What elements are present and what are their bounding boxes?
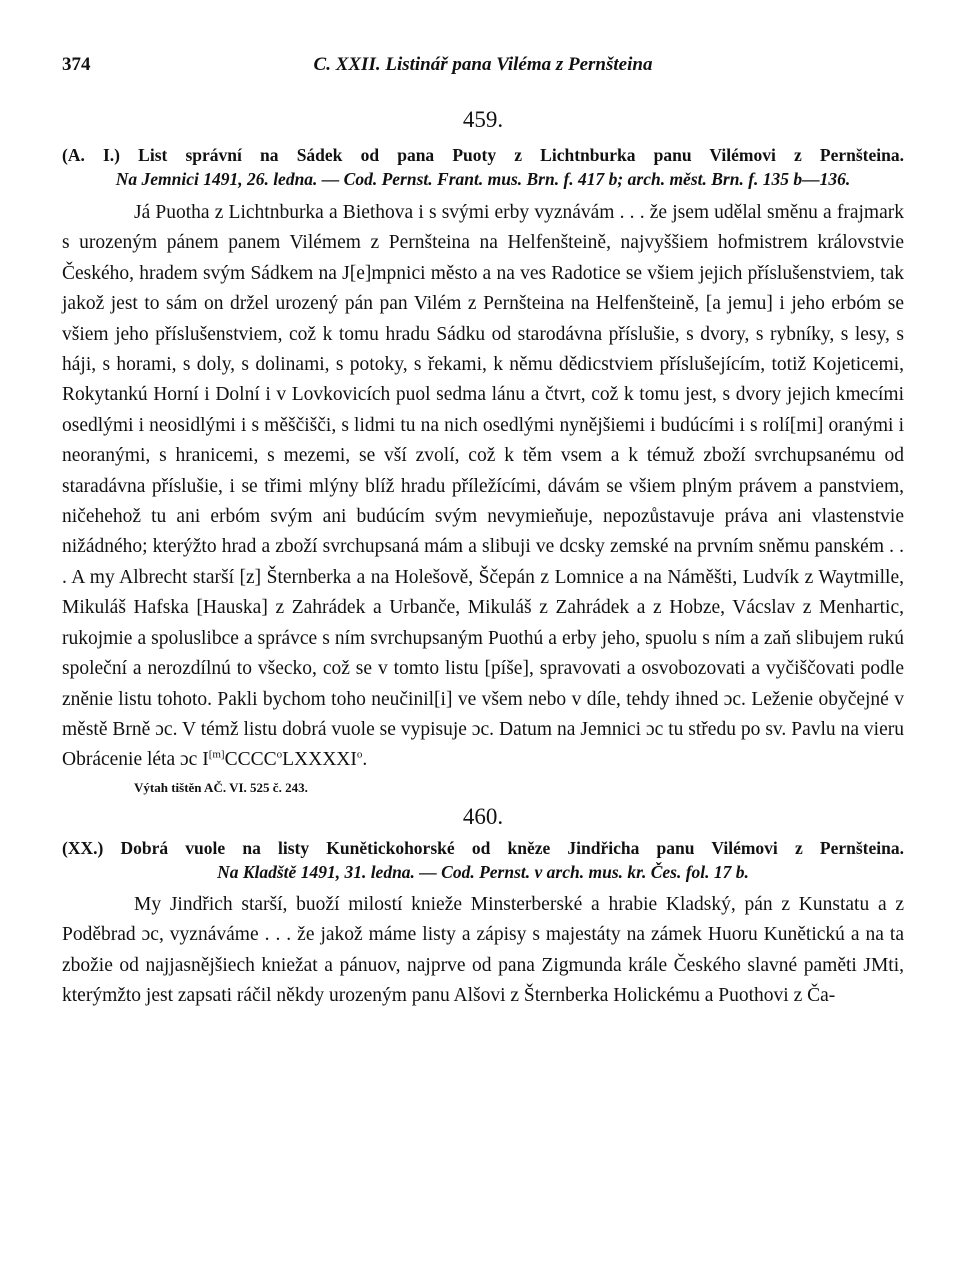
running-head: [62, 50, 904, 80]
running-title: C. XXII. Listinář pana Viléma z Pernšteina: [313, 54, 653, 75]
document-source: Na Jemnici 1491, 26. ledna. — Cod. Pernst. Frant. mus. Brn. f. 417 b; arch. měst. Brn. f. 135 b—136.: [115, 169, 851, 189]
book-page: [62, 50, 904, 1011]
document-source: Na Kladště 1491, 31. ledna. — Cod. Pernst. v arch. mus. kr. Čes. fol. 17 b.: [217, 861, 749, 882]
document-text-main: Já Puotha z Lichtnburka a Biethova i s svými erby vyznávám . . . že jsem udělal směnu a frajmark s urozeným pánem panem Vilémem z Pernšteina na Helfenšteině, najvyššiem hofmistrem královstvie Českého, hradem svým Sádkem na J[e]mpnici město a na ves Radotice se všiem jejich příslušenstviem, tak jakož jest to sám on držel urozený pán pan Vilém z Pernšteina na Helfenšteině, [a jemu] i jeho erbóm se všiem jeho příslušenstviem, což k tomu hradu Sádku od starodávna příslušie, s dvory, s rybníky, s lesy, s háji, s horami, s doly, s dolinami, s potoky, s řekami, k němu dědicstviem příslušejícím, totiž Kojeticemi, Rokytankú Horní i Dolní i v Lovkovicích puol sedma lánu a čtvrt, což k tomu jest, s dvory jejich kmecími osedlými i neosidlými i s měščišči, s lidmi tu na nich osedlými nynějšiemi i budúcími i s rolí[mi] oranými i neoranými, s hranicemi, s mezemi, se vší zvolí, což k těm vsem a k témuž zboží svrchupsanému od staradávna příslušie, i se třimi mlýny blíž hradu příležícími, dávám se všiem plným právem a panstviem, ničehehož tu ani erbóm svým ani budúcím svým nevymieňuje, nepozůstavuje práva ani vlastenstvie nižádného; kterýžto hrad a zboží svrchupsaná mám a slibuji ve dcsky zemské na prvním sněmu panském . . . A my Albrecht starší [z] Šternberka a na Holešově, Ščepán z Lomnice a na Náměšti, Ludvík z Waytmille, Mikuláš Hafska [Hauska] z Zahrádek a Urbanče, Mikuláš z Zahrádek a z Hobze, Vácslav z Menhartic, rukojmie a spoluslibce a správce s ním svrchupsaným Puothú a erby jeho, spuolu s ním a zaň slibujem rukú společní a nerozdílnú to všecko, což se v tomto listu [píše], spravovati a osvobozovati a vyčiščovati podle zněnie listu tohoto. Pakli bychom toho neučinil[i] ve všem nebo v díle, tehdy ihned ɔc. Leženie obyčejné v městě Brně ɔc. V témž listu dobrá vuole se vypisuje ɔc. Datum na Jemnici ɔc tu středu po sv. Pavlu na vieru Obrácenie léta ɔc I: [62, 202, 904, 771]
document-number: 459.: [462, 107, 504, 132]
document-number: 460.: [462, 803, 504, 829]
date-part: LXXXXI: [282, 749, 357, 771]
date-superscript: o: [276, 748, 283, 761]
document-regest: (XX.) Dobrá vuole na listy Kunětickohorské od kněze Jindřicha panu Vilémovi z Pernšteina.: [62, 837, 904, 858]
print-note: Výtah tištěn AČ. VI. 525 č. 243.: [134, 779, 308, 795]
page-number: 374: [62, 54, 91, 75]
date-part: CCCC: [224, 749, 277, 771]
date-superscript: o: [356, 748, 363, 761]
date-part: .: [362, 749, 368, 771]
document-text-main: My Jindřich starší, buoží milostí knieže Minsterberské a hrabie Kladský, pán z Kunstatu a z Poděbrad ɔc, vyznáváme . . . že jakož máme listy a zápisy s majestáty na zámek Huoru Kunětickú a na ta zbožie od najjasnějšiech kniežat a pánuov, najprve od pana Zigmunda krále Českého slavné paměti JMti, kterýmžto jest zapsati ráčil někdy urozeným panu Alšovi z Šternberka Holickému a Puothovi z Ča-: [62, 893, 904, 1006]
document-text: [62, 198, 904, 776]
document-regest: (A. I.) List správní na Sádek od pana Puoty z Lichtnburka panu Vilémovi z Pernšteina.: [62, 145, 904, 165]
document-text: [62, 890, 904, 1012]
date-superscript: [m]: [208, 748, 225, 761]
